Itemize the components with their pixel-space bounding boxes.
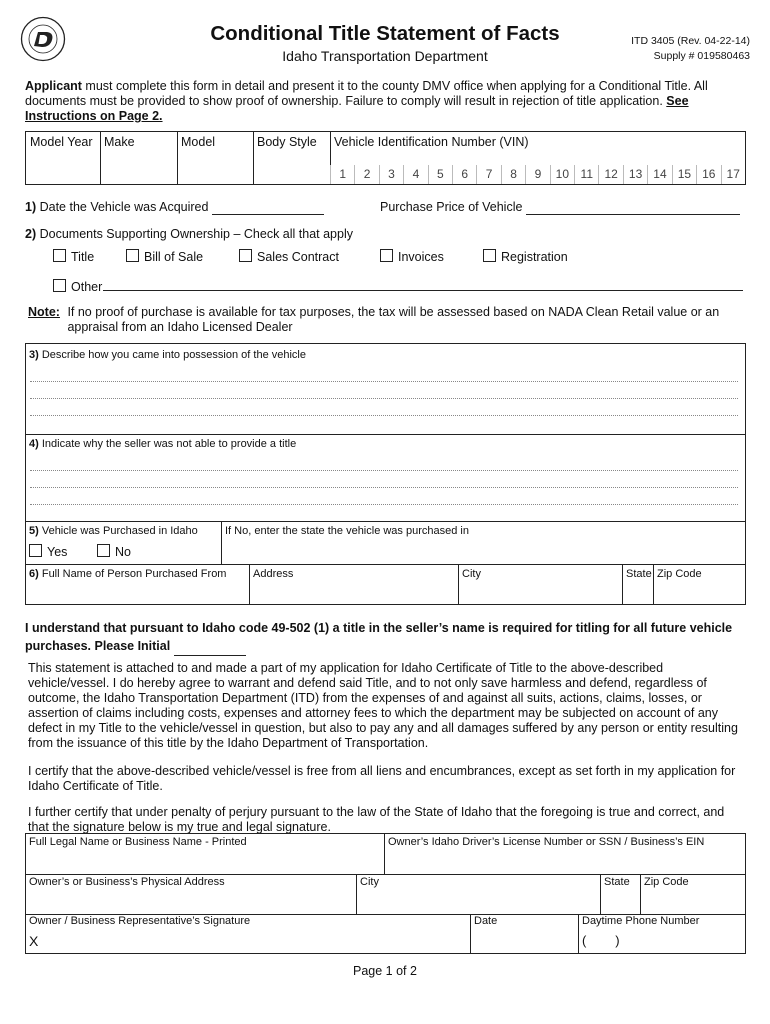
zip-field[interactable]	[640, 874, 745, 914]
q1-label: Date the Vehicle was Acquired	[39, 200, 209, 214]
form-title: Conditional Title Statement of Facts	[210, 22, 560, 45]
checkbox-bill-of-sale[interactable]	[126, 249, 203, 264]
body-style-label: Body Style	[257, 135, 317, 149]
checkbox-other[interactable]	[53, 279, 745, 294]
title-requirement-statement	[25, 619, 745, 656]
checkbox-sales-contract[interactable]	[239, 249, 339, 264]
vin-label: Vehicle Identification Number (VIN)	[334, 135, 529, 149]
q6-col-divider-3	[622, 564, 623, 604]
purchase-price-field[interactable]	[526, 200, 740, 215]
date-label: Date	[474, 915, 498, 927]
model-year-label: Model Year	[30, 135, 93, 149]
vin-digit: 6	[452, 165, 476, 184]
model-label: Model	[181, 135, 216, 149]
license-field[interactable]	[384, 834, 745, 874]
note-text: If no proof of purchase is available for tax purposes, the tax will be assessed based on NADA Clean Retail value or an appraisal from an Idaho Licensed Dealer	[67, 305, 720, 334]
q6-zip-label: Zip Code	[657, 568, 702, 580]
signature-field[interactable]	[26, 914, 470, 953]
vin-digit: 12	[598, 165, 622, 184]
checkbox-label: Bill of Sale	[144, 250, 204, 264]
checkbox-label: Yes	[47, 545, 68, 559]
q4-write-line[interactable]	[30, 470, 738, 471]
other-field[interactable]	[103, 290, 743, 291]
q4-write-line[interactable]	[30, 504, 738, 505]
vin-digit: 2	[354, 165, 378, 184]
vin-cell[interactable]	[330, 132, 745, 184]
purchase-price-label: Purchase Price of Vehicle	[380, 200, 523, 214]
full-name-label: Full Legal Name or Business Name - Printed	[29, 836, 247, 848]
make-cell[interactable]	[100, 132, 178, 184]
department-name: Idaho Transportation Department	[282, 48, 488, 64]
checkbox-box[interactable]	[380, 249, 393, 262]
vin-digit: 1	[330, 165, 354, 184]
supply-number: Supply # 019580463	[653, 50, 750, 62]
q6-address-label: Address	[253, 568, 294, 580]
address-label: Owner’s or Business’s Physical Address	[29, 876, 225, 888]
initial-field[interactable]	[174, 637, 246, 656]
city-field[interactable]	[356, 874, 600, 914]
note	[28, 305, 740, 335]
q2-number: 2)	[25, 227, 37, 241]
checkbox-box[interactable]	[53, 249, 66, 262]
checkbox-label: Invoices	[398, 250, 444, 264]
q6-text: Full Name of Person Purchased From	[41, 568, 227, 580]
checkbox-box[interactable]	[483, 249, 496, 262]
q4-label	[29, 438, 296, 450]
form-id	[620, 34, 750, 64]
owner-col-divider	[578, 914, 579, 953]
checkbox-box[interactable]	[53, 279, 66, 292]
purchase-price-group	[380, 200, 746, 215]
q4-text: Indicate why the seller was not able to provide a title	[41, 438, 297, 450]
intro-lead: Applicant	[25, 79, 82, 93]
checkbox-label: Other	[71, 280, 103, 294]
checkbox-invoices[interactable]	[380, 249, 444, 264]
full-name-field[interactable]	[26, 834, 384, 874]
q4-number: 4)	[29, 438, 39, 450]
vin-digit: 4	[403, 165, 427, 184]
q3-label	[29, 349, 306, 361]
q6-col-divider-1	[249, 564, 250, 604]
intro-paragraph	[25, 79, 745, 124]
q3-write-line[interactable]	[30, 398, 738, 399]
checkbox-registration[interactable]	[483, 249, 568, 264]
questions-box	[25, 343, 746, 605]
checkbox-label: Registration	[501, 250, 568, 264]
vin-digit: 14	[647, 165, 671, 184]
title-requirement-text: I understand that pursuant to Idaho code 49-502 (1) a title in the seller’s name is required for titling for all future vehicle purchases. Please Initial	[25, 621, 733, 653]
vin-digit-row	[330, 165, 745, 184]
q6-col-divider-4	[653, 564, 654, 604]
model-year-cell[interactable]	[26, 132, 101, 184]
q6-state-label: State	[626, 568, 652, 580]
date-acquired-field[interactable]	[212, 200, 324, 215]
model-cell[interactable]	[177, 132, 254, 184]
owner-table	[25, 833, 746, 954]
q1-number: 1)	[25, 200, 37, 214]
vin-digit: 15	[672, 165, 696, 184]
vin-digit: 8	[501, 165, 525, 184]
perjury-certification-paragraph: I further certify that under penalty of perjury pursuant to the law of the State of Idaho that the foregoing is true and correct, and that the signature below is my true and legal signature.	[28, 805, 725, 834]
q5-label	[29, 525, 198, 537]
checkbox-title[interactable]	[53, 249, 94, 264]
q3-divider	[26, 434, 745, 435]
q3-write-line[interactable]	[30, 381, 738, 382]
checkbox-box[interactable]	[239, 249, 252, 262]
indemnity-paragraph: This statement is attached to and made a part of my application for Idaho Certificate of Title to the above-described vehicle/vessel. I do hereby agree to warrant and defend said Title, and to not only save harmless and defend, regardless of outcome, the Idaho Transportation Department (ITD) from the expenses of and against all suits, actions, claims, losses, or assertion of claims including costs, expenses and attorney fees to which the department may be subjected on account of any defect in my Title to the vehicle/vessel in question, but also to pay any and all damages suffered by any person or entity resulting from the issuance of this title by the Idaho Department of Transportation.	[28, 661, 738, 750]
zip-label: Zip Code	[644, 876, 689, 888]
intro-text: must complete this form in detail and present it to the county DMV office when applying for a Conditional Title. All documents must be provided to show proof of ownership. Failure to comply will result in rejection of title application.	[25, 79, 708, 108]
lien-certification-paragraph: I certify that the above-described vehicle/vessel is free from all liens and encumbrances, except as set forth in my application for Idaho Certificate of Title.	[28, 764, 736, 793]
checkbox-label: Title	[71, 250, 95, 264]
address-field[interactable]	[26, 874, 356, 914]
q4-divider	[26, 521, 745, 522]
make-label: Make	[104, 135, 135, 149]
city-label: City	[360, 876, 379, 888]
date-field[interactable]	[470, 914, 578, 953]
checkbox-yes[interactable]	[29, 544, 67, 559]
state-purchased-label: If No, enter the state the vehicle was purchased in	[225, 525, 469, 537]
q4-write-line[interactable]	[30, 487, 738, 488]
instructions-link[interactable]: See Instructions on Page 2.	[25, 94, 689, 123]
checkbox-no[interactable]	[97, 544, 131, 559]
state-label: State	[604, 876, 630, 888]
q3-write-line[interactable]	[30, 415, 738, 416]
checkbox-label: No	[115, 545, 131, 559]
vin-digit: 7	[476, 165, 500, 184]
q3-text: Describe how you came into possession of the vehicle	[41, 349, 306, 361]
note-label: Note:	[28, 305, 60, 319]
signature-label: Owner / Business Representative’s Signature	[29, 915, 251, 927]
vin-digit: 13	[623, 165, 647, 184]
q3-number: 3)	[29, 349, 39, 361]
vin-digit: 17	[721, 165, 745, 184]
body-style-cell[interactable]	[253, 132, 331, 184]
checkbox-label: Sales Contract	[257, 250, 339, 264]
phone-area-code[interactable]: ( )	[582, 933, 620, 948]
checkbox-box[interactable]	[97, 544, 110, 557]
phone-label: Daytime Phone Number	[582, 915, 700, 927]
license-label: Owner’s Idaho Driver’s License Number or SSN / Business’s EIN	[388, 836, 705, 848]
question-2	[25, 227, 745, 241]
q6-number: 6)	[29, 568, 39, 580]
q5-number: 5)	[29, 525, 39, 537]
q2-label: Documents Supporting Ownership – Check all that apply	[39, 227, 353, 241]
q5-divider	[26, 564, 745, 565]
checkbox-box[interactable]	[29, 544, 42, 557]
vin-digit: 3	[379, 165, 403, 184]
q6-label	[29, 568, 226, 580]
vin-digit: 16	[696, 165, 720, 184]
q6-city-label: City	[462, 568, 481, 580]
vin-digit: 11	[574, 165, 598, 184]
state-field[interactable]	[600, 874, 640, 914]
checkbox-box[interactable]	[126, 249, 139, 262]
vin-digit: 5	[428, 165, 452, 184]
page-number: Page 1 of 2	[353, 964, 417, 978]
vin-digit: 10	[550, 165, 574, 184]
vin-digit: 9	[525, 165, 549, 184]
vehicle-table	[25, 131, 746, 185]
q5-column-divider	[221, 521, 222, 564]
signature-x-mark: X	[29, 933, 39, 949]
form-revision: ITD 3405 (Rev. 04-22-14)	[631, 35, 750, 47]
q5-text: Vehicle was Purchased in Idaho	[41, 525, 198, 537]
q6-col-divider-2	[458, 564, 459, 604]
